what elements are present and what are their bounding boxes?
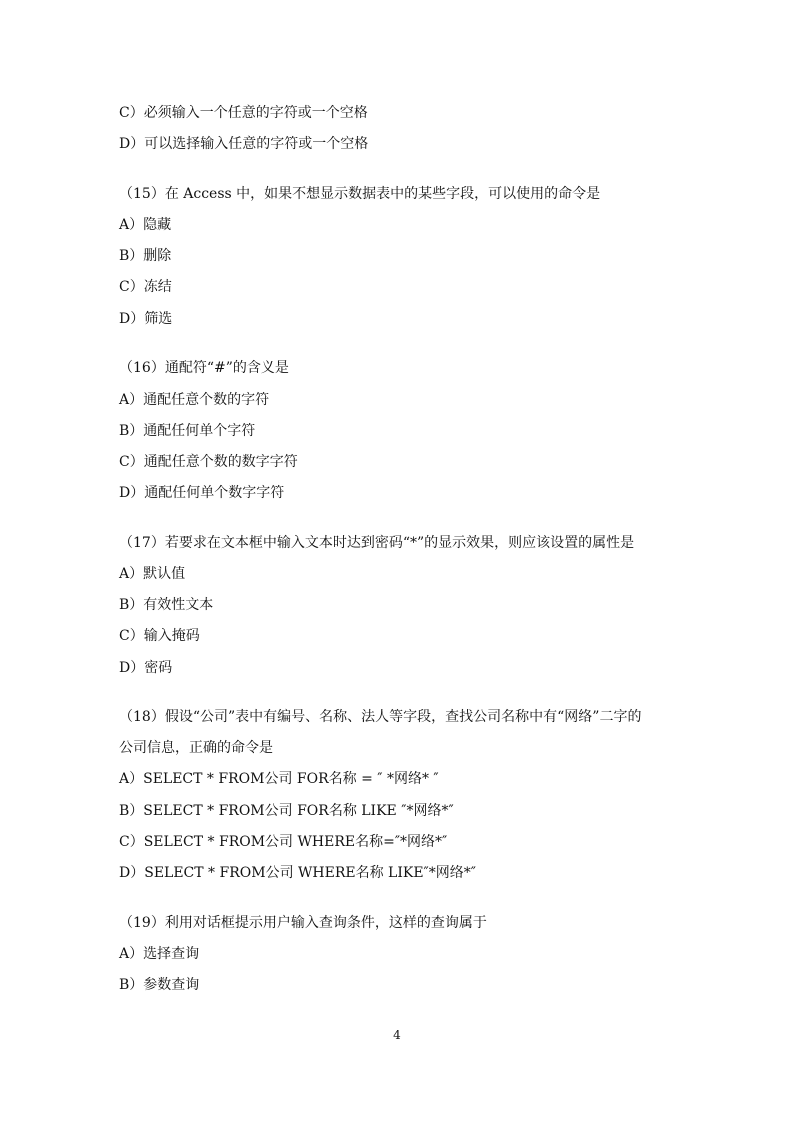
option-15-a: A）隐藏: [119, 217, 172, 233]
option-18-a: A）SELECT * FROM公司 FOR名称 = ″ *网络* ″: [119, 771, 439, 787]
question-16: （16）通配符“#”的含义是: [119, 360, 289, 376]
option-19-a: A）选择查询: [119, 946, 200, 962]
option-16-c: C）通配任意个数的数字字符: [119, 454, 298, 470]
question-18: （18）假设“公司”表中有编号、名称、法人等字段，查找公司名称中有“网络”二字的: [119, 709, 642, 725]
option-18-d: D）SELECT * FROM公司 WHERE名称 LIKE″*网络*″: [119, 865, 477, 881]
option-17-c: C）输入掩码: [119, 628, 200, 644]
question-15: （15）在 Access 中，如果不想显示数据表中的某些字段，可以使用的命令是: [119, 186, 601, 202]
option-15-c: C）冻结: [119, 279, 172, 295]
option-16-d: D）通配任何单个数字字符: [119, 485, 285, 501]
option-14-c: C）必须输入一个任意的字符或一个空格: [119, 105, 368, 121]
option-14-d: D）可以选择输入任意的字符或一个空格: [119, 136, 369, 152]
option-16-b: B）通配任何单个字符: [119, 423, 256, 439]
question-19: （19）利用对话框提示用户输入查询条件，这样的查询属于: [119, 915, 487, 931]
question-18-continued: 公司信息，正确的命令是: [119, 740, 273, 756]
option-17-b: B）有效性文本: [119, 597, 214, 613]
option-18-c: C）SELECT * FROM公司 WHERE名称=″*网络*″: [119, 834, 448, 850]
option-15-d: D）筛选: [119, 311, 173, 327]
option-19-b: B）参数查询: [119, 977, 200, 993]
question-17: （17）若要求在文本框中输入文本时达到密码“*”的显示效果，则应该设置的属性是: [119, 535, 635, 551]
option-17-d: D）密码: [119, 660, 173, 676]
option-16-a: A）通配任意个数的字符: [119, 392, 270, 408]
option-15-b: B）删除: [119, 248, 172, 264]
page-number: 4: [393, 1028, 401, 1042]
option-18-b: B）SELECT * FROM公司 FOR名称 LIKE ″*网络*″: [119, 803, 454, 819]
option-17-a: A）默认值: [119, 566, 186, 582]
